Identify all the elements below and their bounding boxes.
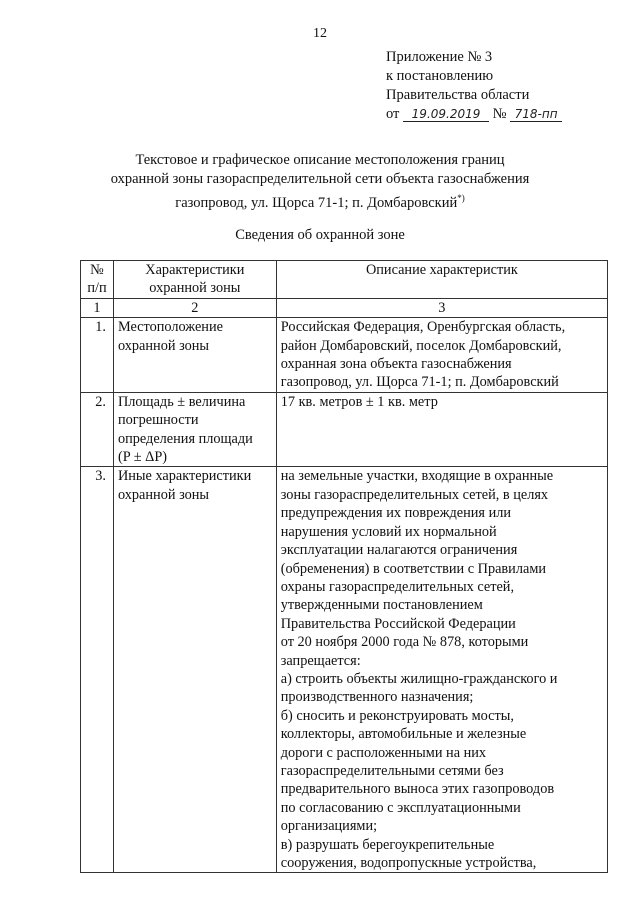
cell-line: коллекторы, автомобильные и железные bbox=[280, 726, 527, 743]
row-description bbox=[276, 392, 607, 467]
header-text: № bbox=[90, 262, 104, 278]
cell-line: по согласованию с эксплуатационными bbox=[280, 799, 521, 816]
row-characteristic bbox=[113, 392, 276, 467]
cell-line: охранная зона объекта газоснабжения bbox=[280, 356, 512, 373]
cell-line: предварительного выноса этих газопроводов bbox=[280, 781, 555, 798]
cell-line: охранной зоны bbox=[117, 337, 210, 354]
column-index: 1 bbox=[81, 298, 114, 317]
handwritten-date: 19.09.2019 bbox=[403, 107, 489, 122]
header-number bbox=[81, 261, 114, 299]
appendix-line: Правительства области bbox=[386, 87, 530, 103]
number-label: № bbox=[492, 106, 507, 122]
cell-line: сооружения, водопропускные устройства, bbox=[280, 855, 537, 871]
cell-line: охранной зоны bbox=[117, 486, 210, 503]
table-row bbox=[81, 467, 608, 873]
table-row bbox=[81, 318, 608, 393]
row-number: 2. bbox=[81, 392, 114, 467]
header-description bbox=[276, 261, 607, 299]
row-characteristic bbox=[113, 318, 276, 393]
row-description bbox=[276, 467, 607, 873]
row-description bbox=[276, 318, 607, 393]
cell-line: Российская Федерация, Оренбургская область, bbox=[280, 319, 566, 336]
appendix-line: к постановлению bbox=[386, 68, 494, 84]
cell-line: Правительства Российской Федерации bbox=[280, 615, 516, 632]
title-line bbox=[60, 189, 580, 213]
document-title bbox=[60, 151, 580, 213]
cell-line: охраны газораспределительных сетей, bbox=[280, 578, 515, 595]
row-number: 1. bbox=[81, 318, 114, 393]
cell-line: производственного назначения; bbox=[280, 689, 474, 706]
header-text: Характеристики bbox=[145, 262, 245, 278]
cell-line: 17 кв. метров ± 1 кв. метр bbox=[280, 393, 438, 410]
zone-info-table bbox=[80, 260, 608, 873]
page-number: 12 bbox=[313, 26, 327, 41]
cell-line: (обременения) в соответствии с Правилами bbox=[280, 560, 547, 577]
cell-line: район Домбаровский, поселок Домбаровский, bbox=[280, 337, 562, 354]
cell-line: предупреждения их повреждения или bbox=[280, 505, 512, 522]
cell-line: утвержденными постановлением bbox=[280, 597, 483, 614]
cell-line: зоны газораспределительных сетей, в целях bbox=[280, 486, 549, 503]
header-text: охранной зоны bbox=[149, 280, 241, 297]
handwritten-number: 718-пп bbox=[510, 107, 562, 122]
cell-line: нарушения условий их нормальной bbox=[280, 523, 497, 540]
cell-line: определения площади bbox=[117, 430, 253, 447]
cell-line: на земельные участки, входящие в охранные bbox=[280, 468, 554, 485]
from-label: от bbox=[386, 106, 400, 122]
footnote-mark: *) bbox=[457, 193, 465, 203]
cell-line: (P ± ΔP) bbox=[117, 449, 168, 466]
cell-line: в) разрушать берегоукрепительные bbox=[280, 836, 495, 853]
cell-line: Площадь ± величина bbox=[117, 393, 246, 410]
cell-line: погрешности bbox=[117, 412, 199, 429]
cell-line: а) строить объекты жилищно-гражданского и bbox=[280, 670, 558, 687]
row-number: 3. bbox=[81, 467, 114, 873]
appendix-title: Приложение № 3 bbox=[386, 49, 493, 65]
title-line: Текстовое и графическое описание местоположения границ bbox=[135, 152, 505, 168]
cell-line: б) сносить и реконструировать мосты, bbox=[280, 707, 514, 724]
cell-line: от 20 ноября 2000 года № 878, которыми bbox=[280, 634, 529, 651]
table-header-row bbox=[81, 261, 608, 299]
title-line: охранной зоны газораспределительной сети объекта газоснабжения bbox=[110, 171, 530, 187]
cell-line: дороги с расположенными на них bbox=[280, 744, 487, 761]
appendix-block bbox=[386, 48, 562, 124]
column-index: 2 bbox=[113, 298, 276, 317]
header-characteristics bbox=[113, 261, 276, 299]
cell-line: Иные характеристики bbox=[117, 468, 252, 485]
cell-line: запрещается: bbox=[280, 652, 361, 669]
column-index-row bbox=[81, 298, 608, 317]
cell-line: эксплуатации налагаются ограничения bbox=[280, 542, 518, 559]
header-text: Описание характеристик bbox=[365, 262, 518, 278]
header-text: п/п bbox=[87, 280, 107, 297]
column-index: 3 bbox=[276, 298, 607, 317]
appendix-date-line bbox=[386, 105, 562, 124]
cell-line: газораспределительными сетями без bbox=[280, 762, 504, 779]
cell-line: газопровод, ул. Щорса 71-1; п. Домбаровский bbox=[280, 374, 559, 391]
section-subtitle: Сведения об охранной зоне bbox=[235, 227, 405, 243]
cell-line: Местоположение bbox=[117, 319, 223, 336]
cell-line: организациями; bbox=[280, 818, 378, 835]
row-characteristic bbox=[113, 467, 276, 873]
table-row bbox=[81, 392, 608, 467]
title-line-text: газопровод, ул. Щорса 71-1; п. Домбаровский bbox=[175, 194, 458, 211]
